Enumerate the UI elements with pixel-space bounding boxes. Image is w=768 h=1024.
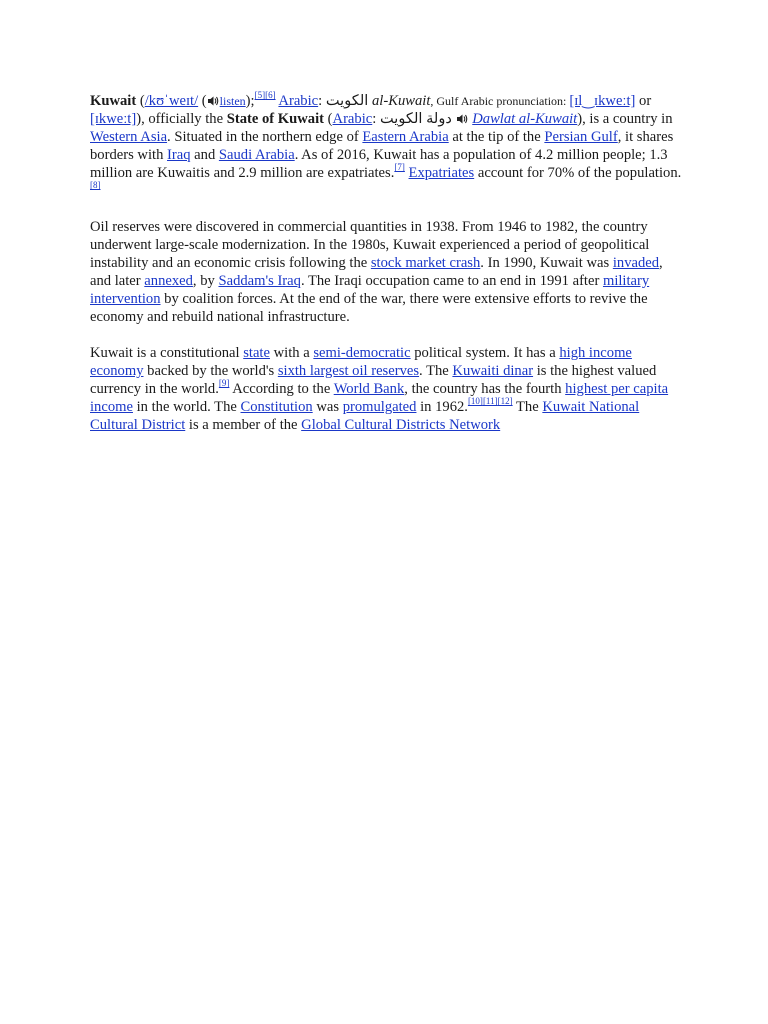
text-fragment: Oil reserves were discovered in commercial quantities in 1938. From 1946 to 1982, the country underwent large-scale modernization. In the 1980s, Kuwait experienced a period of geopolitical instability and an economic crisis following the [90, 219, 650, 271]
paragraph-history [90, 218, 682, 326]
text-fragment: ( [198, 93, 207, 109]
military-intervention-link[interactable]: military intervention [90, 273, 650, 307]
text-fragment: backed by the world's [143, 363, 278, 379]
text-fragment: Kuwait is a constitutional [90, 345, 244, 361]
state-link[interactable]: state [243, 345, 270, 361]
text-fragment: by coalition forces. At the end of the war, there were extensive efforts to revive the economy and rebuild national infrastructure. [90, 291, 648, 325]
text-fragment: , the country has the fourth [404, 381, 566, 397]
text-fragment: : [318, 93, 326, 109]
text-fragment: political system. It has a [410, 345, 560, 361]
text-fragment: . Situated in the northern edge of [167, 129, 363, 145]
stock-market-crash-link[interactable]: stock market crash [370, 255, 481, 271]
text-fragment: account for 70% of the population. [474, 165, 682, 181]
transliteration-long: Dawlat al-Kuwait [472, 111, 578, 127]
text-fragment: ( [324, 111, 333, 127]
saudi-arabia-link[interactable]: Saudi Arabia [218, 147, 295, 163]
text-fragment: . In 1990, Kuwait was [480, 255, 613, 271]
citation-5[interactable]: [5] [254, 90, 266, 101]
article-term: Kuwait [90, 93, 137, 109]
expatriates-link[interactable]: Expatriates [408, 165, 475, 181]
transliteration: al-Kuwait [372, 93, 431, 109]
text-fragment: in the world. The [132, 399, 241, 415]
citation-6[interactable]: [6] [265, 90, 276, 101]
text-fragment: is a member of the [185, 417, 302, 433]
listen-link[interactable]: listen [219, 94, 246, 108]
text-fragment: ( [136, 93, 145, 109]
citation-7[interactable]: [7] [394, 162, 405, 173]
text-fragment: was [312, 399, 343, 415]
world-bank-link[interactable]: World Bank [333, 381, 405, 397]
text-fragment: and [190, 147, 219, 163]
state-name: State of Kuwait [226, 111, 325, 127]
text-fragment: ); [245, 93, 255, 109]
eastern-arabia-link[interactable]: Eastern Arabia [362, 129, 449, 145]
promulgated-link[interactable]: promulgated [342, 399, 417, 415]
western-asia-link[interactable]: Western Asia [90, 129, 168, 145]
text-fragment: , it shares borders with [90, 129, 674, 163]
text-fragment: , and later [90, 255, 663, 289]
text-fragment: ), is a country in [577, 111, 673, 127]
text-fragment: According to the [229, 381, 334, 397]
iraq-link[interactable]: Iraq [167, 147, 191, 163]
annexed-link[interactable]: annexed [144, 273, 193, 289]
oil-reserves-link[interactable]: sixth largest oil reserves [277, 363, 420, 379]
global-cultural-districts-link[interactable]: Global Cultural Districts Network [301, 417, 501, 433]
paragraph-intro [90, 92, 682, 200]
semi-democratic-link[interactable]: semi-democratic [313, 345, 411, 361]
arabic-link-2[interactable]: Arabic [332, 111, 373, 127]
arabic-long-name: دولة الكويت [379, 111, 452, 127]
constitution-link[interactable]: Constitution [240, 399, 313, 415]
invaded-link[interactable]: invaded [612, 255, 660, 271]
text-fragment: , by [192, 273, 219, 289]
citation-8[interactable]: [8] [90, 180, 101, 191]
citation-11[interactable]: [11] [482, 396, 498, 407]
citation-12[interactable]: [12] [497, 396, 513, 407]
transliteration-link[interactable] [472, 111, 577, 127]
highest-per-capita-income-link[interactable]: highest per capita income [90, 381, 669, 415]
text-fragment: . The Iraqi occupation came to an end in 1991 after [300, 273, 603, 289]
arabic-link[interactable]: Arabic [278, 93, 319, 109]
paragraph-politics [90, 344, 682, 434]
text-fragment: at the tip of the [448, 129, 545, 145]
saddams-iraq-link[interactable]: Saddam's Iraq [218, 273, 301, 289]
text-fragment: . The [419, 363, 453, 379]
speaker-icon[interactable] [208, 96, 219, 106]
kuwaiti-dinar-link[interactable]: Kuwaiti dinar [452, 363, 534, 379]
article-body [90, 92, 682, 452]
text-fragment: : [372, 111, 380, 127]
high-income-economy-link[interactable]: high income economy [90, 345, 632, 379]
text-fragment: or [635, 93, 652, 109]
ipa-english-link[interactable]: /kʊˈweɪt/ [144, 93, 199, 109]
cultural-district-link[interactable]: Kuwait National Cultural District [90, 399, 640, 433]
speaker-icon[interactable] [457, 114, 468, 124]
arabic-name: الكويت [325, 93, 369, 109]
text-fragment: in 1962. [416, 399, 468, 415]
citation-9[interactable]: [9] [218, 378, 230, 389]
text-fragment: is the highest valued currency in the world. [90, 363, 657, 397]
text-fragment: ), officially the [136, 111, 227, 127]
text-fragment: with a [269, 345, 314, 361]
citation-10[interactable]: [10] [467, 396, 483, 407]
text-fragment: , Gulf Arabic pronunciation: [430, 94, 570, 108]
text-fragment: . As of 2016, Kuwait has a population of 4.2 million people; 1.3 million are Kuwaitis and 2.9 million are expatriates. [90, 147, 668, 181]
ipa-gulf-alt-link[interactable]: [ɪkweːt] [90, 111, 137, 127]
text-fragment [452, 111, 456, 127]
text-fragment: The [512, 399, 543, 415]
persian-gulf-link[interactable]: Persian Gulf [544, 129, 618, 145]
ipa-gulf-link[interactable]: [ɪl‿ɪkweːt] [569, 93, 636, 109]
